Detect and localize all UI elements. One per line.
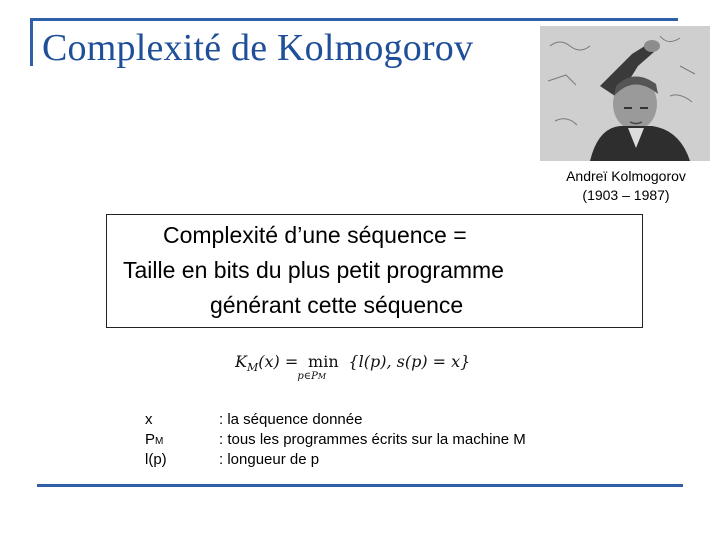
legend-symbol-x bbox=[145, 410, 167, 430]
formula-min-label: min bbox=[308, 352, 339, 371]
portrait-illustration bbox=[540, 26, 710, 161]
legend-symbol-pm bbox=[145, 430, 167, 450]
legend-desc-lp: : longueur de p bbox=[219, 451, 320, 468]
formula-lhs-symbol: K bbox=[235, 352, 247, 371]
legend-symbol-lp bbox=[145, 450, 167, 470]
legend-symbol-text: P bbox=[145, 431, 156, 448]
portrait-photo bbox=[540, 26, 710, 161]
legend-descriptions bbox=[219, 410, 526, 470]
legend-desc-x: : la séquence donnée bbox=[219, 411, 363, 428]
left-frame-line bbox=[30, 18, 33, 66]
kolmogorov-formula bbox=[235, 352, 471, 382]
formula-lhs-arg: (x) bbox=[258, 352, 280, 371]
formula-lhs-sub: M bbox=[246, 361, 259, 374]
formula-equals: = bbox=[284, 352, 299, 371]
formula-min-subscript bbox=[297, 371, 326, 382]
slide-title: Complexité de Kolmogorov bbox=[42, 27, 474, 69]
formula-min-subscript-text: p∈P bbox=[297, 371, 318, 382]
legend-symbol-sub: M bbox=[155, 436, 164, 447]
formula-min-operator bbox=[297, 352, 343, 382]
definition-line-3: générant cette séquence bbox=[210, 292, 464, 318]
legend-symbol-text: x bbox=[145, 411, 153, 428]
formula-min-subscript-sub: M bbox=[317, 372, 327, 381]
definition-line-2: Taille en bits du plus petit programme bbox=[123, 257, 504, 283]
formula-body: {l(p), s(p) = x} bbox=[348, 352, 471, 371]
top-frame-line bbox=[30, 18, 678, 21]
bottom-frame-line bbox=[37, 484, 683, 487]
legend-desc-pm: : tous les programmes écrits sur la machine M bbox=[219, 431, 526, 448]
legend-symbols bbox=[145, 410, 167, 470]
legend-symbol-text: l(p) bbox=[145, 451, 167, 468]
definition-line-1: Complexité d’une séquence = bbox=[163, 222, 467, 248]
caption-dates: (1903 – 1987) bbox=[582, 187, 670, 203]
caption-name: Andreï Kolmogorov bbox=[566, 168, 686, 184]
photo-caption bbox=[540, 167, 712, 205]
